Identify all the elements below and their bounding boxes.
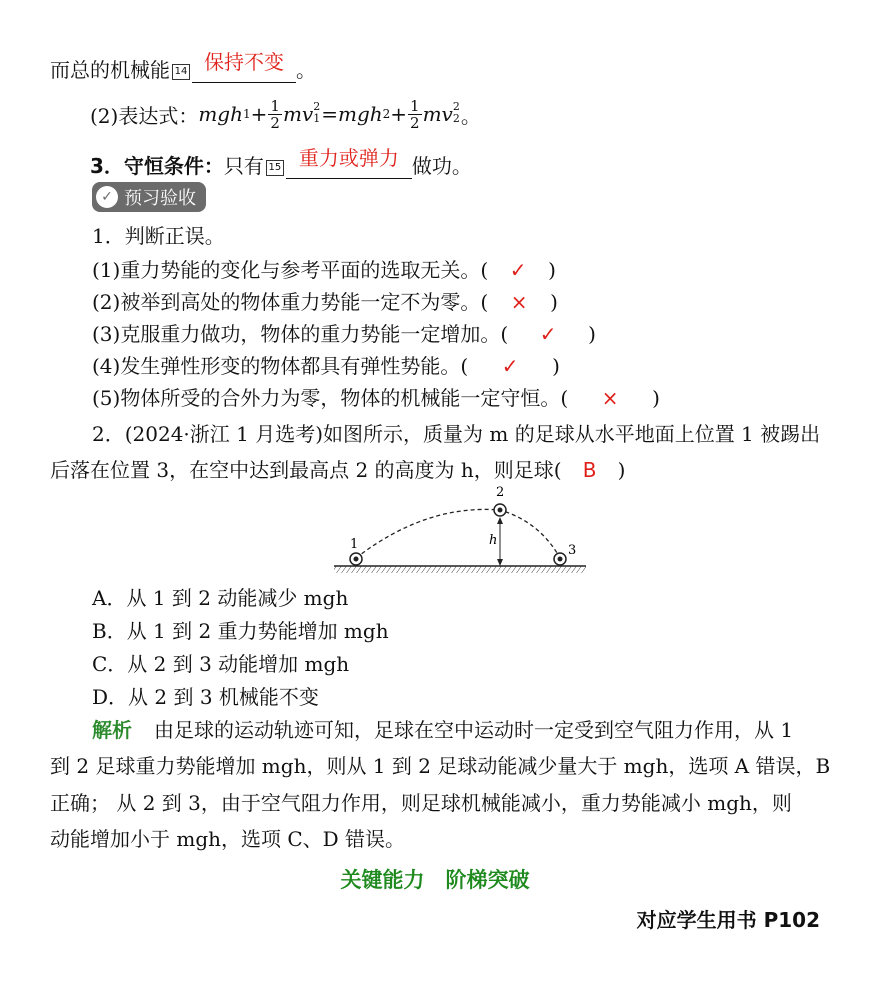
label-position-3: 3 <box>568 543 577 558</box>
judge-close: ) <box>588 322 596 346</box>
judge-item <box>92 254 556 283</box>
label-position-1: 1 <box>350 537 359 552</box>
judge-close: ) <box>550 290 558 314</box>
judge-item-text: (4)发生弹性形变的物体都具有弹性势能。( <box>92 354 469 378</box>
q2-stem: 后落在位置 3，在空中达到最高点 2 的高度为 h，则足球( <box>50 458 562 482</box>
analysis-line-2: 到 2 足球重力势能增加 mgh，则从 1 到 2 足球动能减少量大于 mgh，选项 A 错误，B <box>50 754 831 778</box>
condition-label: 3．守恒条件： <box>90 154 224 178</box>
q2-close: ) <box>617 458 626 482</box>
formula-mv2: mv <box>422 102 453 126</box>
formula-plus-2: + <box>390 102 408 126</box>
formula-mgh1: mgh <box>198 102 243 126</box>
q2-line2 <box>50 454 625 483</box>
judge-item <box>92 350 560 379</box>
fraction-denominator-2: 2 <box>410 113 420 132</box>
formula-mv1: mv <box>282 102 314 126</box>
judge-close: ) <box>552 354 560 378</box>
fraction-numerator-2: 1 <box>410 96 420 115</box>
ground-hatch <box>334 566 586 573</box>
option-a: A．从 1 到 2 动能减少 mgh <box>92 586 349 610</box>
book-reference: 对应学生用书 P102 <box>636 908 820 932</box>
v2-square: 2 <box>452 100 460 113</box>
condition-suffix: 做功。 <box>411 154 472 178</box>
answer-blank-15 <box>286 146 412 179</box>
preview-check-badge <box>92 182 206 212</box>
judge-item <box>92 286 558 315</box>
fraction-half-1 <box>268 98 282 131</box>
label-height-h: h <box>489 533 498 548</box>
fraction-numerator: 1 <box>270 96 280 115</box>
height-arrow-head-bottom <box>497 559 503 566</box>
judge-close: ) <box>652 386 660 410</box>
judge-mark: ✓ <box>539 322 557 346</box>
conservation-condition-line <box>90 146 472 179</box>
judge-item <box>92 382 660 411</box>
judge-mark: × <box>601 386 619 410</box>
v2-sub: 2 <box>452 112 460 125</box>
judge-item-text: (1)重力势能的变化与参考平面的选取无关。( <box>92 258 489 282</box>
judge-item <box>92 318 596 347</box>
formula-end: 。 <box>460 103 481 128</box>
q1-title: 1．判断正误。 <box>92 224 225 248</box>
judge-mark: × <box>510 290 528 314</box>
line-mechanical-energy <box>50 50 316 83</box>
height-arrow-head-top <box>497 517 503 524</box>
analysis-line-3: 正确； 从 2 到 3，由于空气阻力作用，则足球机械能减小，重力势能减小 mgh，则 <box>50 791 792 815</box>
answer-15: 重力或弹力 <box>298 146 399 170</box>
ball-position-2 <box>494 504 506 516</box>
q2-answer: B <box>582 458 597 482</box>
ball-position-3 <box>554 553 566 565</box>
option-c: C．从 2 到 3 动能增加 mgh <box>92 652 350 676</box>
answer-14: 保持不变 <box>204 50 284 74</box>
badge-label: 预习验收 <box>124 188 196 209</box>
formula-eq-mgh2: =mgh <box>321 102 383 126</box>
q2-line1: 2．(2024·浙江 1 月选考)如图所示，质量为 m 的足球从水平地面上位置 1 被踢出 <box>92 422 821 446</box>
ball-position-1 <box>350 553 362 565</box>
v1-sub: 1 <box>313 112 321 125</box>
option-d: D．从 2 到 3 机械能不变 <box>92 685 319 709</box>
answer-blank-14 <box>192 50 296 83</box>
blank-number-14: 14 <box>172 64 190 80</box>
v2-indices <box>452 100 461 125</box>
formula-plus-1: + <box>250 102 268 126</box>
judge-item-text: (2)被举到高处的物体重力势能一定不为零。( <box>92 290 489 314</box>
label-position-2: 2 <box>496 485 505 500</box>
football-trajectory-figure <box>330 482 590 578</box>
option-b: B．从 1 到 2 重力势能增加 mgh <box>92 619 389 643</box>
judge-close: ) <box>548 258 556 282</box>
judge-item-text: (3)克服重力做功，物体的重力势能一定增加。( <box>92 322 509 346</box>
formula-sub2: 2 <box>382 107 391 121</box>
judge-mark: ✓ <box>501 354 519 378</box>
trajectory-curve <box>356 509 560 558</box>
formula-prefix: (2)表达式： <box>90 103 199 128</box>
line1-suffix: 。 <box>296 58 316 82</box>
judge-mark: ✓ <box>509 258 527 282</box>
formula-line <box>90 94 481 134</box>
blank-number-15: 15 <box>266 160 284 176</box>
section-title: 关键能力 阶梯突破 <box>340 868 530 892</box>
line1-prefix: 而总的机械能 <box>50 58 170 82</box>
judge-item-text: (5)物体所受的合外力为零，物体的机械能一定守恒。( <box>92 386 569 410</box>
fraction-denominator: 2 <box>270 113 280 132</box>
check-circle-icon: ✓ <box>96 186 118 208</box>
v1-square: 2 <box>313 100 321 113</box>
badge <box>92 182 206 212</box>
fraction-half-2 <box>408 98 422 131</box>
analysis-text-1: 由足球的运动轨迹可知，足球在空中运动时一定受到空气阻力作用，从 1 <box>154 718 794 742</box>
formula-sub1: 1 <box>243 107 251 121</box>
condition-prefix: 只有 <box>223 154 264 178</box>
v1-indices <box>313 100 321 125</box>
analysis-label: 解析 <box>92 718 132 742</box>
analysis-line-4: 动能增加小于 mgh，选项 C、D 错误。 <box>50 827 406 851</box>
analysis-line-1 <box>92 714 793 743</box>
